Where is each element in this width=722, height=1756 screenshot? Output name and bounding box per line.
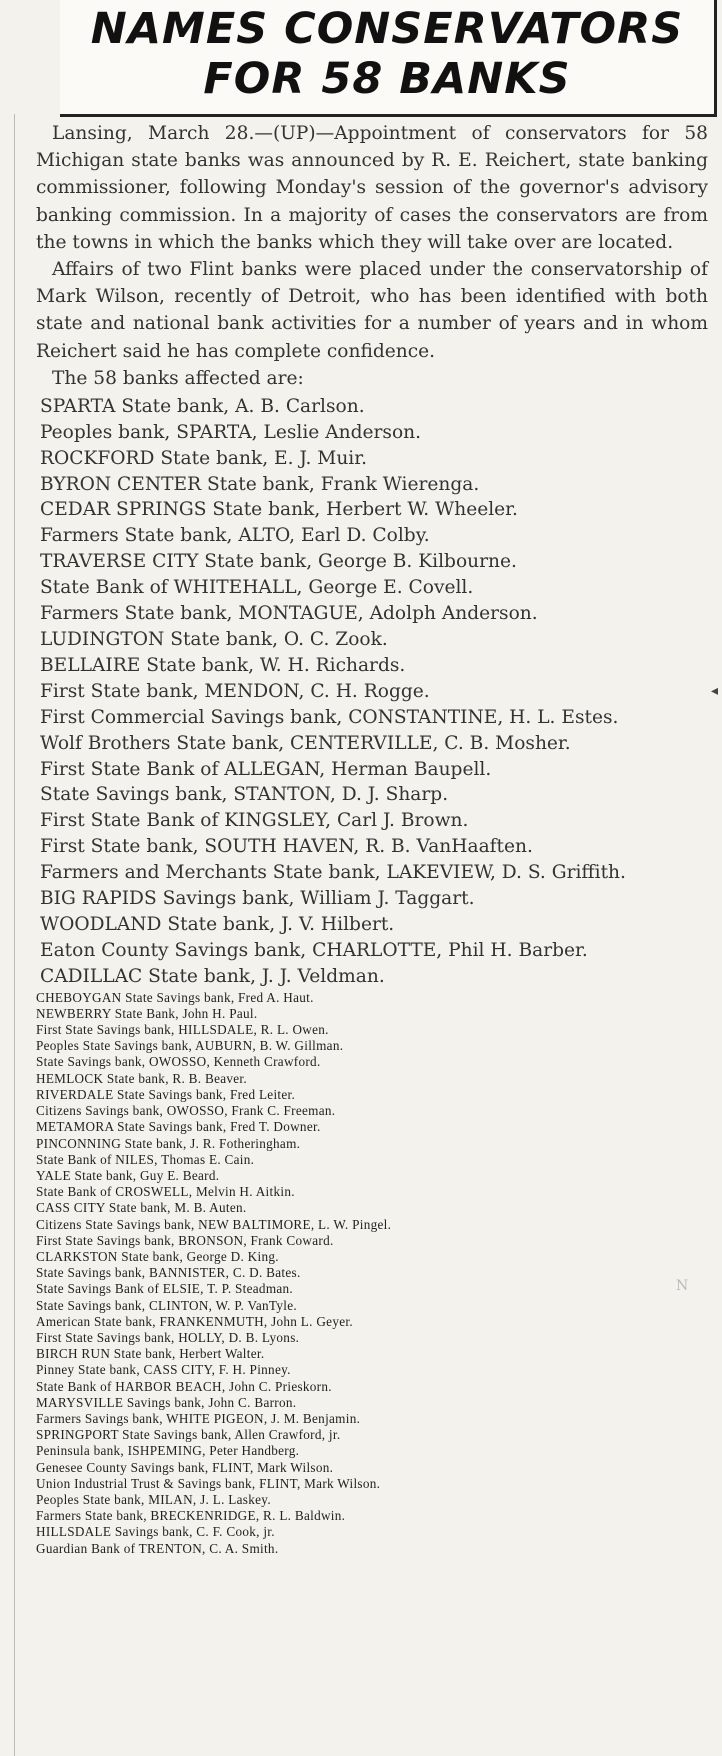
bank-list-item: First State Savings bank, HILLSDALE, R. L. Owen. xyxy=(36,1022,329,1038)
bank-list-item: First Commercial Savings bank, CONSTANTINE, H. L. Estes. xyxy=(40,706,619,728)
bank-list-item: Pinney State bank, CASS CITY, F. H. Pinney. xyxy=(36,1362,291,1378)
bank-list-item: First State Savings bank, HOLLY, D. B. Lyons. xyxy=(36,1329,300,1345)
bank-list-item: Farmers and Merchants State bank, LAKEVIEW, D. S. Griffith. xyxy=(40,862,626,884)
bank-list-item: CHEBOYGAN State Savings bank, Fred A. Haut. xyxy=(36,989,314,1005)
bank-list-item: METAMORA State Savings bank, Fred T. Downer. xyxy=(36,1119,321,1135)
bank-list-item: NEWBERRY State Bank, John H. Paul. xyxy=(36,1005,258,1021)
bank-list-item: BELLAIRE State bank, W. H. Richards. xyxy=(40,654,406,676)
bank-list-item: First State Bank of ALLEGAN, Herman Baupell. xyxy=(40,758,492,780)
bank-list-item: Union Industrial Trust & Savings bank, FLINT, Mark Wilson. xyxy=(36,1475,381,1491)
article-body xyxy=(36,120,708,1557)
margin-mark: ◂ xyxy=(710,683,718,699)
bank-list-item: RIVERDALE State Savings bank, Fred Leiter. xyxy=(36,1086,296,1102)
bank-list-item: State Savings bank, CLINTON, W. P. VanTyle. xyxy=(36,1297,297,1313)
bank-list-large xyxy=(36,394,708,990)
bank-list-item: Farmers Savings bank, WHITE PIGEON, J. M. Benjamin. xyxy=(36,1410,361,1426)
bank-list-item: Guardian Bank of TRENTON, C. A. Smith. xyxy=(36,1540,279,1556)
headline-line-1: NAMES CONSERVATORS xyxy=(90,4,684,54)
bank-list-item: Farmers State bank, MONTAGUE, Adolph Anderson. xyxy=(40,603,538,625)
paragraph-1: Lansing, March 28.—(UP)—Appointment of conservators for 58 Michigan state banks was announced by R. E. Reichert, state banking commissioner, following Monday's session of the governor's advisory banking commission. In a majority of cases the conservators are from the towns in which the banks which they will take over are located. xyxy=(36,123,708,253)
bank-list-item: State Savings bank, OWOSSO, Kenneth Crawford. xyxy=(36,1054,321,1070)
bank-list-item: State Savings bank, STANTON, D. J. Sharp. xyxy=(40,784,449,806)
bank-list-item: ROCKFORD State bank, E. J. Muir. xyxy=(40,447,367,469)
bank-list-item: YALE State bank, Guy E. Beard. xyxy=(36,1167,220,1183)
bank-list-item: Citizens State Savings bank, NEW BALTIMORE, L. W. Pingel. xyxy=(36,1216,392,1232)
bank-list-item: LUDINGTON State bank, O. C. Zook. xyxy=(40,628,388,650)
bank-list-item: PINCONNING State bank, J. R. Fotheringham. xyxy=(36,1135,301,1151)
bank-list-item: Peoples State bank, MILAN, J. L. Laskey. xyxy=(36,1491,271,1507)
column-rule xyxy=(14,114,15,1756)
headline-box xyxy=(60,0,717,117)
bank-list-item: State Bank of NILES, Thomas E. Cain. xyxy=(36,1151,255,1167)
bank-list-item: State Bank of HARBOR BEACH, John C. Prieskorn. xyxy=(36,1378,332,1394)
bank-list-item: Eaton County Savings bank, CHARLOTTE, Phil H. Barber. xyxy=(40,939,588,961)
bank-list-item: SPARTA State bank, A. B. Carlson. xyxy=(40,395,365,417)
ghost-mark: N xyxy=(676,1278,689,1294)
headline xyxy=(60,0,714,104)
bank-list-item: Peoples State Savings bank, AUBURN, B. W. Gillman. xyxy=(36,1038,344,1054)
paragraph-2: Affairs of two Flint banks were placed under the conservatorship of Mark Wilson, recently of Detroit, who has been identified with both state and national bank activities for a number of years and in whom Reichert said he has complete confidence. xyxy=(36,259,708,362)
bank-list-item: MARYSVILLE Savings bank, John C. Barron. xyxy=(36,1394,297,1410)
bank-list-item: Genesee County Savings bank, FLINT, Mark Wilson. xyxy=(36,1459,334,1475)
bank-list-item: State Savings Bank of ELSIE, T. P. Steadman. xyxy=(36,1281,294,1297)
bank-list-item: WOODLAND State bank, J. V. Hilbert. xyxy=(40,913,395,935)
bank-list-item: CADILLAC State bank, J. J. Veldman. xyxy=(40,965,385,987)
bank-list-item: CASS CITY State bank, M. B. Auten. xyxy=(36,1200,247,1216)
bank-list-item: State Bank of WHITEHALL, George E. Covell. xyxy=(40,577,474,599)
bank-list-item: State Bank of CROSWELL, Melvin H. Aitkin. xyxy=(36,1184,295,1200)
bank-list-item: Farmers State bank, ALTO, Earl D. Colby. xyxy=(40,525,430,547)
list-intro: The 58 banks affected are: xyxy=(52,367,304,389)
bank-list-item: HEMLOCK State bank, R. B. Beaver. xyxy=(36,1070,247,1086)
bank-list-item: TRAVERSE CITY State bank, George B. Kilbourne. xyxy=(40,551,517,573)
headline-line-2: FOR 58 BANKS xyxy=(203,54,571,104)
bank-list-item: CLARKSTON State bank, George D. King. xyxy=(36,1248,279,1264)
bank-list-item: First State Bank of KINGSLEY, Carl J. Brown. xyxy=(40,810,469,832)
bank-list-small xyxy=(36,990,708,1557)
bank-list-item: American State bank, FRANKENMUTH, John L. Geyer. xyxy=(36,1313,353,1329)
bank-list-item: SPRINGPORT State Savings bank, Allen Crawford, jr. xyxy=(36,1427,341,1443)
bank-list-item: BIRCH RUN State bank, Herbert Walter. xyxy=(36,1346,265,1362)
bank-list-item: CEDAR SPRINGS State bank, Herbert W. Wheeler. xyxy=(40,499,518,521)
bank-list-item: Peninsula bank, ISHPEMING, Peter Handberg. xyxy=(36,1443,300,1459)
bank-list-item: Peoples bank, SPARTA, Leslie Anderson. xyxy=(40,421,422,443)
bank-list-item: First State bank, SOUTH HAVEN, R. B. VanHaaften. xyxy=(40,836,533,858)
bank-list-item: Farmers State bank, BRECKENRIDGE, R. L. Baldwin. xyxy=(36,1508,346,1524)
bank-list-item: Citizens Savings bank, OWOSSO, Frank C. Freeman. xyxy=(36,1103,336,1119)
bank-list-item: BYRON CENTER State bank, Frank Wierenga. xyxy=(40,473,480,495)
bank-list-item: First State bank, MENDON, C. H. Rogge. xyxy=(40,680,430,702)
bank-list-item: BIG RAPIDS Savings bank, William J. Taggart. xyxy=(40,888,475,910)
bank-list-item: HILLSDALE Savings bank, C. F. Cook, jr. xyxy=(36,1524,275,1540)
bank-list-item: State Savings bank, BANNISTER, C. D. Bates. xyxy=(36,1265,301,1281)
bank-list-item: First State Savings bank, BRONSON, Frank Coward. xyxy=(36,1232,334,1248)
bank-list-item: Wolf Brothers State bank, CENTERVILLE, C. B. Mosher. xyxy=(40,732,571,754)
